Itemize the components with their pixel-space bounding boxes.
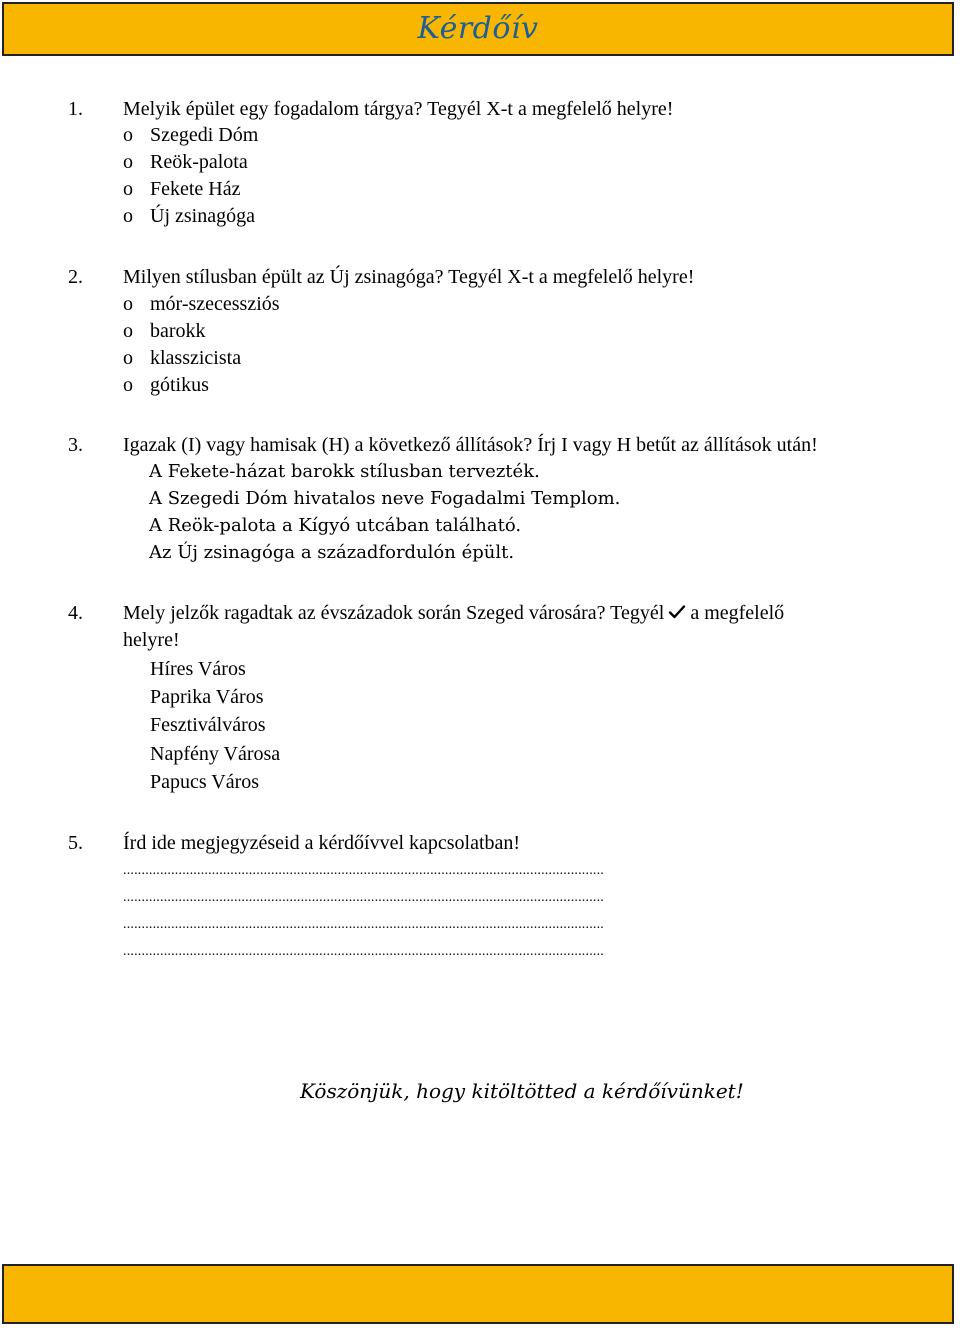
question-4-option-2[interactable]: Paprika Város [150,686,264,708]
option-label: Fekete Ház [150,178,241,200]
footer-banner [2,1264,954,1324]
option-bullet: o [123,205,133,227]
question-1-option-2[interactable] [123,149,248,175]
question-2-number: 2. [68,266,83,288]
question-2-text: Milyen stílusban épült az Új zsinagóga? Tegyél X-t a megfelelő helyre! [123,266,695,288]
question-1-text: Melyik épület egy fogadalom tárgya? Tegyél X-t a megfelelő helyre! [123,98,674,120]
option-label: barokk [150,320,206,342]
question-4-number: 4. [68,602,83,624]
option-bullet: o [123,124,133,146]
option-label: gótikus [150,374,209,396]
question-2-option-3[interactable] [123,345,241,371]
question-2-option-1[interactable] [123,291,280,317]
option-bullet: o [123,293,133,315]
question-5-number: 5. [68,832,83,854]
question-4-option-4[interactable]: Napfény Városa [150,743,281,765]
question-4-option-3[interactable]: Fesztiválváros [150,714,266,736]
answer-line-4[interactable]: .................................................................................................................................. [123,944,604,959]
question-4-text-before: Mely jelzők ragadtak az évszázadok során Szeged városára? Tegyél [123,602,665,624]
question-1-option-3[interactable] [123,176,241,202]
option-bullet: o [123,347,133,369]
question-4-option-1[interactable]: Híres Város [150,658,246,680]
question-1-option-1[interactable] [123,122,258,148]
question-4-text [123,600,784,626]
page-title: Kérdőív [417,11,539,46]
option-bullet: o [123,178,133,200]
question-5-text: Írd ide megjegyzéseid a kérdőívvel kapcsolatban! [123,832,521,854]
answer-line-2[interactable]: .................................................................................................................................. [123,890,604,905]
question-3-statement-3[interactable]: A Reök-palota a Kígyó utcában található. [149,515,522,536]
option-label: mór-szecessziós [150,293,280,315]
answer-line-3[interactable]: .................................................................................................................................. [123,917,604,932]
question-3-statement-4[interactable]: Az Új zsinagóga a századfordulón épült. [149,542,515,563]
question-4-text-after: a megfelelő [690,602,785,624]
answer-line-1[interactable]: .................................................................................................................................. [123,863,604,878]
question-1-number: 1. [68,98,83,120]
question-4-text-line2: helyre! [123,629,180,651]
question-3-number: 3. [68,434,83,456]
option-bullet: o [123,320,133,342]
option-label: Szegedi Dóm [150,124,259,146]
option-label: klasszicista [150,347,242,369]
option-label: Reök-palota [150,151,248,173]
question-3-statement-1[interactable]: A Fekete-házat barokk stílusban tervezték. [149,461,540,482]
question-3-text: Igazak (I) vagy hamisak (H) a következő állítások? Írj I vagy H betűt az állítások után! [123,434,818,456]
question-3-statement-2[interactable]: A Szegedi Dóm hivatalos neve Fogadalmi Templom. [149,488,621,509]
question-4-option-5[interactable]: Papucs Város [150,771,260,793]
header-banner [2,2,954,56]
option-bullet: o [123,151,133,173]
question-2-option-4[interactable] [123,372,209,398]
question-2-option-2[interactable] [123,318,206,344]
question-1-option-4[interactable] [123,203,255,229]
option-bullet: o [123,374,133,396]
thank-you-text: Köszönjük, hogy kitöltötted a kérdőívünket! [300,1079,744,1103]
option-label: Új zsinagóga [150,205,255,227]
checkmark-icon [668,601,686,617]
